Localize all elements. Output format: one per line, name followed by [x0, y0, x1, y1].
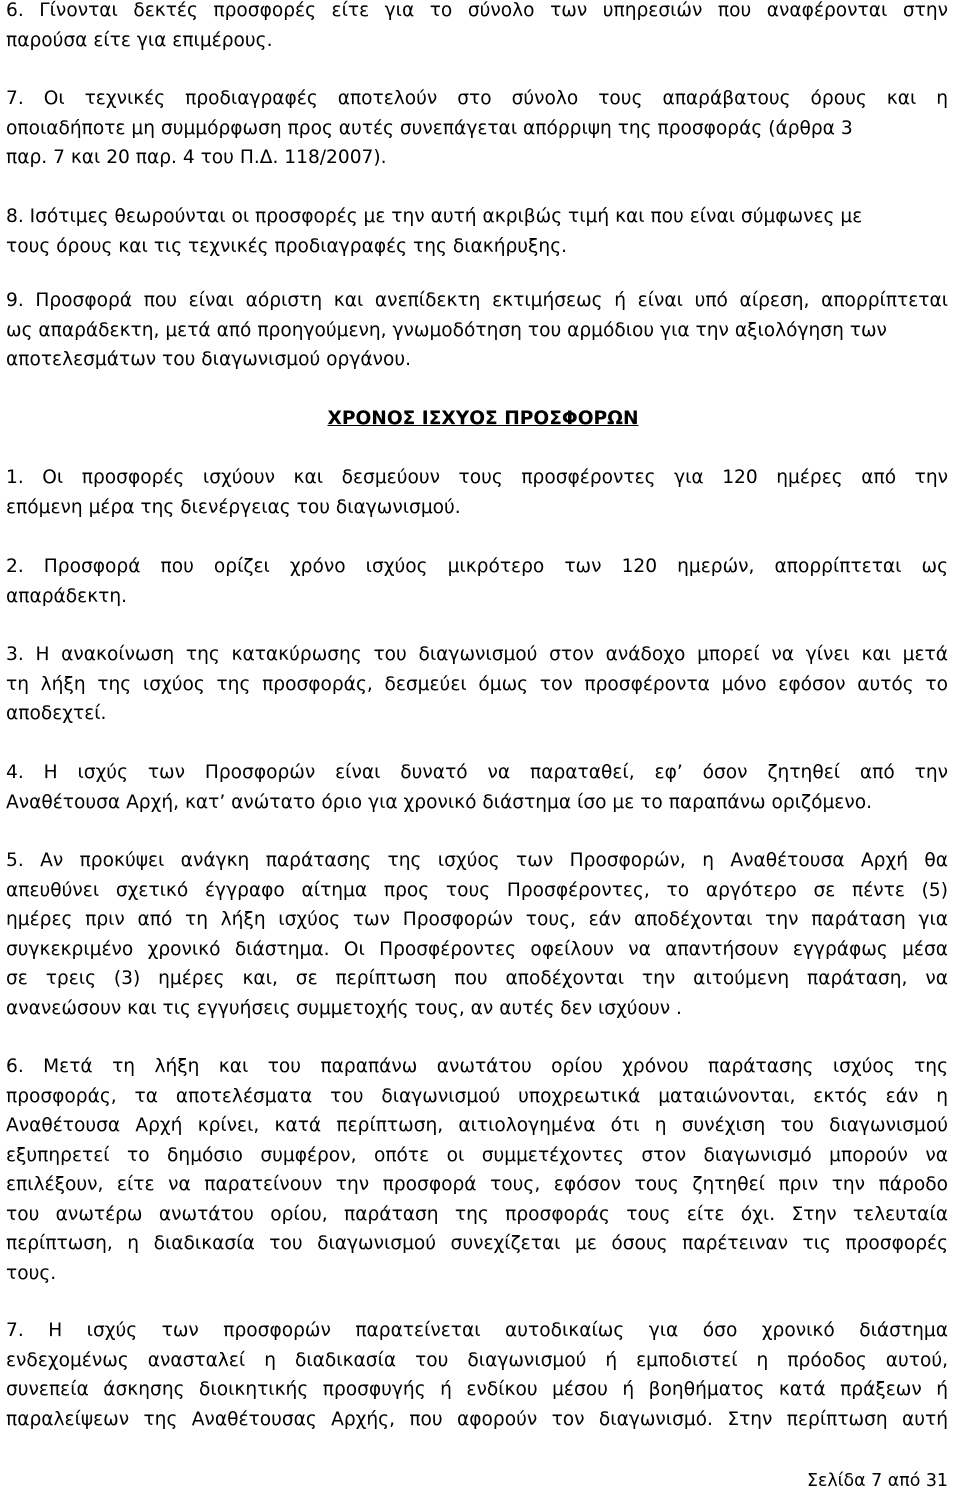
text-line: 4. Η ισχύς των Προσφορών είναι δυνατό να παραταθεί, εφ’ όσον ζητηθεί από την: [6, 762, 948, 783]
text-line: οποιαδήποτε μη συμμόρφωση προς αυτές συνεπάγεται απόρριψη της προσφοράς (άρθρα 3: [6, 117, 853, 139]
text-line: συγκεκριμένο χρονικό διάστημα. Οι Προσφέροντες οφείλουν να απαντήσουν εγγράφως μέσα: [6, 938, 948, 960]
section-item-3: [6, 640, 948, 729]
text-line: 7. Οι τεχνικές προδιαγραφές αποτελούν στο σύνολο τους απαράβατους όρους και η: [6, 88, 948, 109]
text-line: Αναθέτουσα Αρχή κρίνει, κατά περίπτωση, αιτιολογημένα ότι η συνέχιση του διαγωνισμού: [6, 1115, 948, 1136]
section-item-1: [6, 463, 948, 522]
text-line: 2. Προσφορά που ορίζει χρόνο ισχύος μικρότερο των 120 ημερών, απορρίπτεται ως: [6, 556, 948, 577]
text-line: ανανεώσουν και τις εγγυήσεις συμμετοχής τους, αν αυτές δεν ισχύουν .: [6, 997, 682, 1019]
text-line: 6. Γίνονται δεκτές προσφορές είτε για το σύνολο των υπηρεσιών που αναφέρονται στην: [6, 0, 948, 21]
text-line: παρ. 7 και 20 παρ. 4 του Π.Δ. 118/2007).: [6, 147, 387, 168]
text-line: 7. Η ισχύς των προσφορών παρατείνεται αυτοδικαίως για όσο χρονικό διάστημα: [6, 1320, 948, 1341]
paragraph-9: [6, 286, 948, 375]
text-line: απευθύνει σχετικό έγγραφο αίτημα προς τους Προσφέροντες, το αργότερο σε πέντε (5): [6, 879, 948, 901]
text-line: 8. Ισότιμες θεωρούνται οι προσφορές με την αυτή ακριβώς τιμή και που είναι σύμφωνες με: [6, 206, 863, 227]
text-line: απαράδεκτη.: [6, 585, 128, 607]
section-item-7: [6, 1316, 948, 1434]
text-line: 5. Αν προκύψει ανάγκη παράτασης της ισχύος των Προσφορών, η Αναθέτουσα Αρχή θα: [6, 850, 948, 871]
text-line: 6. Μετά τη λήξη και του παραπάνω ανωτάτου ορίου χρόνου παράτασης ισχύος της: [6, 1056, 948, 1077]
text-line: τους.: [6, 1262, 57, 1284]
text-line: εξυπηρετεί το δημόσιο συμφέρον, οπότε οι συμμετέχοντες στον διαγωνισμό μπορούν να: [6, 1144, 948, 1166]
text-line: προσφοράς, τα αποτελέσματα του διαγωνισμού υποχρεωτικά ματαιώνονται, εκτός εάν η: [6, 1085, 948, 1107]
text-line: του ανωτέρω ανωτάτου ορίου, παράταση της προσφοράς τους είτε όχι. Στην τελευταία: [6, 1203, 948, 1225]
text-line: 1. Οι προσφορές ισχύουν και δεσμεύουν τους προσφέροντες για 120 ημέρες από την: [6, 467, 948, 488]
text-line: παρούσα είτε για επιμέρους.: [6, 29, 273, 51]
paragraph-8: [6, 202, 948, 261]
text-line: συνεπεία άσκησης διοικητικής προσφυγής ή ενδίκου μέσου ή βοηθήματος κατά πράξεων ή: [6, 1379, 948, 1400]
text-line: επόμενη μέρα της διενέργειας του διαγωνισμού.: [6, 496, 461, 518]
text-line: τους όρους και τις τεχνικές προδιαγραφές της διακήρυξης.: [6, 235, 568, 257]
section-item-4: [6, 758, 948, 817]
paragraph-7: [6, 84, 948, 173]
text-line: Αναθέτουσα Αρχή, κατ’ ανώτατο όριο για χρονικό διάστημα ίσο με το παραπάνω οριζόμενο.: [6, 791, 873, 813]
text-line: τη λήξη της ισχύος της προσφοράς, δεσμεύει όμως τον προσφέροντα μόνο εφόσον αυτός το: [6, 673, 948, 695]
section-item-5: [6, 846, 948, 1023]
text-line: αποτελεσμάτων του διαγωνισμού οργάνου.: [6, 349, 412, 370]
text-line: ενδεχομένως ανασταλεί η διαδικασία του διαγωνισμού ή εμποδιστεί η πρόοδος αυτού,: [6, 1349, 948, 1371]
text-line: σε τρεις (3) ημέρες και, σε περίπτωση που αποδέχονται την αιτούμενη παράταση, να: [6, 968, 948, 989]
section-item-2: [6, 552, 948, 611]
paragraph-6: [6, 0, 948, 55]
text-line: 9. Προσφορά που είναι αόριστη και ανεπίδεκτη εκτιμήσεως ή είναι υπό αίρεση, απορρίπτεται: [6, 290, 948, 311]
section-heading: ΧΡΟΝΟΣ ΙΣΧΥΟΣ ΠΡΟΣΦΟΡΩΝ: [327, 408, 639, 429]
text-line: ημέρες πριν από τη λήξη ισχύος των Προσφορών τους, εάν αποδέχονται την παράταση για: [6, 909, 948, 930]
text-line: αποδεχτεί.: [6, 703, 107, 724]
text-line: 3. Η ανακοίνωση της κατακύρωσης του διαγωνισμού στον ανάδοχο μπορεί να γίνει και μετά: [6, 644, 948, 665]
page-number: Σελίδα 7 από 31: [806, 1471, 948, 1491]
text-line: περίπτωση, η διαδικασία του διαγωνισμού συνεχίζεται με όσους παρέτειναν τις προσφορές: [6, 1233, 948, 1254]
text-line: παραλείψεων της Αναθέτουσας Αρχής, που αφορούν τον διαγωνισμό. Στην περίπτωση αυτή: [6, 1408, 948, 1430]
text-line: επιλέξουν, είτε να παρατείνουν την προσφορά τους, εφόσον τους ζητηθεί πριν την πάροδο: [6, 1174, 948, 1195]
section-item-6: [6, 1052, 948, 1288]
text-line: ως απαράδεκτη, μετά από προηγούμενη, γνωμοδότηση του αρμόδιου για την αξιολόγηση των: [6, 319, 887, 341]
